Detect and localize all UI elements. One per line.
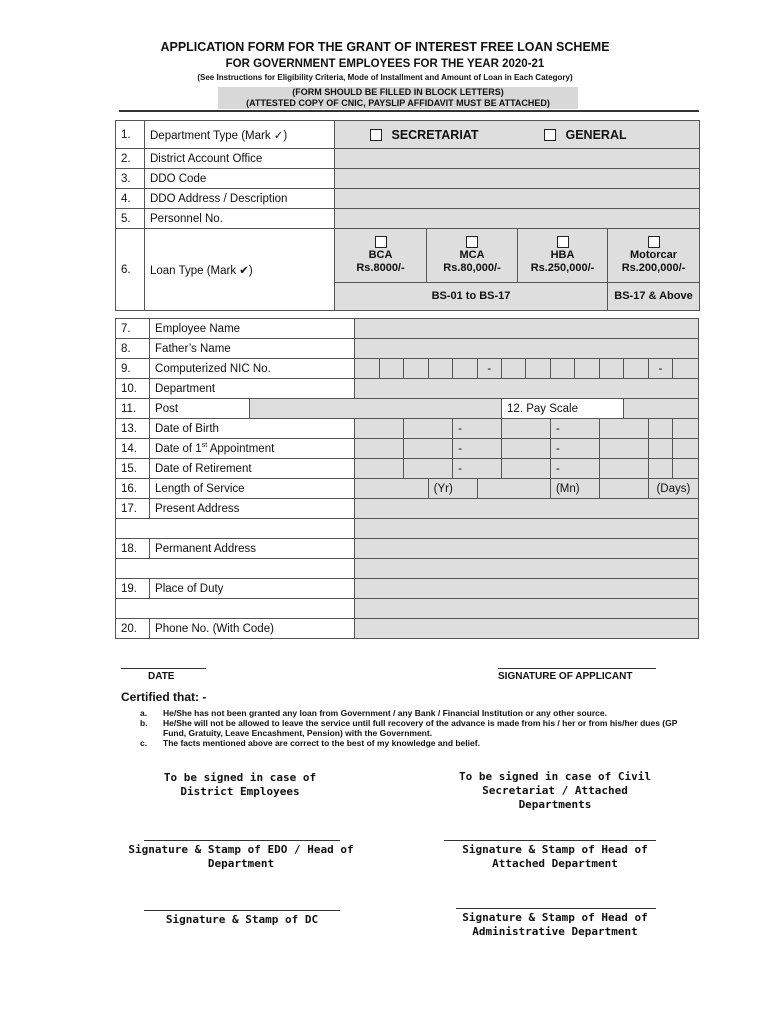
general-checkbox[interactable] [544, 129, 556, 141]
cnic-label: Computerized NIC No. [150, 359, 355, 379]
cnic-separator: - [648, 359, 672, 379]
dob-year[interactable] [599, 419, 648, 439]
place-of-duty-field[interactable] [355, 579, 699, 599]
district-account-office-field[interactable] [335, 149, 700, 169]
retirement-year[interactable] [673, 459, 699, 479]
applicant-signature-label: SIGNATURE OF APPLICANT [498, 671, 633, 682]
row-number: 8. [116, 339, 150, 359]
scale-bs01-bs17: BS-01 to BS-17 [335, 283, 608, 311]
row-number: 11. [116, 399, 150, 419]
fathers-name-label: Father’s Name [150, 339, 355, 359]
date-of-birth-label: Date of Birth [150, 419, 355, 439]
row-number: 7. [116, 319, 150, 339]
form-subtitle: FOR GOVERNMENT EMPLOYEES FOR THE YEAR 2020-21 [225, 58, 545, 70]
attachment-note: (ATTESTED COPY OF CNIC, PAYSLIP AFFIDAVIT MUST BE ATTACHED) [218, 98, 578, 109]
block-letters-note: (FORM SHOULD BE FILLED IN BLOCK LETTERS) [218, 87, 578, 98]
row-number: 20. [116, 619, 150, 639]
first-appointment-label: Date of 1st Appointment [150, 439, 355, 459]
attached-signature-line[interactable] [444, 840, 656, 841]
certified-title: Certified that: - [121, 690, 207, 704]
row-number: 3. [116, 169, 145, 189]
employee-section [115, 318, 699, 639]
certified-item: a. He/She has not been granted any loan from Government / any Bank / Financial Institution or any other source. [140, 708, 607, 718]
motorcar-name: Motorcar [629, 249, 678, 261]
length-of-service-label: Length of Service [150, 479, 355, 499]
phone-field[interactable] [355, 619, 699, 639]
employee-name-label: Employee Name [150, 319, 355, 339]
dc-signature-line[interactable] [144, 910, 340, 911]
mca-checkbox[interactable] [466, 236, 478, 248]
dob-separator: - [453, 419, 502, 439]
loan-type-hba[interactable] [518, 229, 608, 283]
mca-amount: Rs.80,000/- [443, 262, 501, 274]
appointment-day[interactable] [355, 439, 404, 459]
row-number: 17. [116, 499, 150, 519]
place-of-duty-label: Place of Duty [150, 579, 355, 599]
row-number: 5. [116, 209, 145, 229]
appointment-year[interactable] [648, 439, 672, 459]
personnel-no-field[interactable] [335, 209, 700, 229]
employee-name-field[interactable] [355, 319, 699, 339]
service-years-field[interactable] [355, 479, 428, 499]
appointment-month[interactable] [502, 439, 551, 459]
department-field[interactable] [355, 379, 699, 399]
permanent-address-label: Permanent Address [150, 539, 355, 559]
appointment-separator: - [453, 439, 502, 459]
cnic-digit[interactable] [526, 359, 550, 379]
secretariat-label: SECRETARIAT [391, 127, 479, 142]
date-label: DATE [148, 671, 175, 682]
present-address-field-2[interactable] [355, 519, 699, 539]
general-label: GENERAL [565, 127, 627, 142]
date-line[interactable] [121, 668, 206, 669]
loan-type-bca[interactable] [335, 229, 427, 283]
hba-checkbox[interactable] [557, 236, 569, 248]
row-number: 4. [116, 189, 145, 209]
row-number: 1. [116, 121, 145, 149]
permanent-address-field-2[interactable] [355, 559, 699, 579]
appointment-separator: - [550, 439, 599, 459]
cnic-digit[interactable] [502, 359, 526, 379]
bca-amount: Rs.8000/- [356, 262, 405, 274]
form-title: APPLICATION FORM FOR THE GRANT OF INTEREST FREE LOAN SCHEME [160, 40, 610, 54]
cnic-digit[interactable] [599, 359, 623, 379]
edo-signature-line[interactable] [144, 840, 340, 841]
permanent-address-field[interactable] [355, 539, 699, 559]
service-days-field[interactable] [599, 479, 648, 499]
motorcar-checkbox[interactable] [648, 236, 660, 248]
phone-label: Phone No. (With Code) [150, 619, 355, 639]
retirement-day[interactable] [355, 459, 404, 479]
row-number: 18. [116, 539, 150, 559]
place-of-duty-continuation [116, 599, 355, 619]
loan-type-mca[interactable] [427, 229, 518, 283]
pay-scale-label: 12. Pay Scale [502, 399, 624, 419]
certified-list [140, 708, 680, 748]
present-address-continuation [116, 519, 355, 539]
row-number: 13. [116, 419, 150, 439]
personnel-no-label: Personnel No. [145, 209, 335, 229]
post-label: Post [150, 399, 250, 419]
row-number: 9. [116, 359, 150, 379]
appointment-year[interactable] [599, 439, 648, 459]
date-of-retirement-label: Date of Retirement [150, 459, 355, 479]
row-number: 2. [116, 149, 145, 169]
service-days-unit: (Days) [648, 479, 698, 499]
retirement-year[interactable] [599, 459, 648, 479]
attached-signature-label: Signature & Stamp of Head of Attached Department [462, 843, 648, 870]
ddo-address-field[interactable] [335, 189, 700, 209]
department-section [115, 120, 700, 311]
row-number: 16. [116, 479, 150, 499]
dob-separator: - [550, 419, 599, 439]
present-address-field[interactable] [355, 499, 699, 519]
cnic-digit[interactable] [379, 359, 403, 379]
hba-name: HBA [550, 249, 575, 261]
retirement-day[interactable] [404, 459, 453, 479]
cnic-digit[interactable] [575, 359, 599, 379]
service-months-field[interactable] [477, 479, 550, 499]
post-field[interactable] [250, 399, 502, 419]
cnic-digit[interactable] [355, 359, 379, 379]
row-number: 15. [116, 459, 150, 479]
certified-item: c. The facts mentioned above are correct to the best of my knowledge and belief. [140, 738, 480, 748]
mca-name: MCA [459, 249, 485, 261]
ddo-code-label: DDO Code [145, 169, 335, 189]
ddo-address-label: DDO Address / Description [145, 189, 335, 209]
department-type-label: Department Type (Mark ✓) [145, 121, 335, 149]
district-signoff-heading: To be signed in case of District Employees [163, 771, 317, 798]
service-months-unit: (Mn) [550, 479, 599, 499]
cnic-digit[interactable] [624, 359, 648, 379]
cnic-digit[interactable] [453, 359, 477, 379]
secretariat-checkbox[interactable] [370, 129, 382, 141]
permanent-address-continuation [116, 559, 355, 579]
retirement-year[interactable] [648, 459, 672, 479]
present-address-label: Present Address [150, 499, 355, 519]
retirement-separator: - [453, 459, 502, 479]
edo-signature-label: Signature & Stamp of EDO / Head of Department [128, 843, 354, 870]
civil-signoff-heading: To be signed in case of Civil Secretariat / Attached Departments [458, 770, 652, 811]
dob-month[interactable] [502, 419, 551, 439]
cnic-separator: - [477, 359, 501, 379]
bca-checkbox[interactable] [375, 236, 387, 248]
retirement-month[interactable] [502, 459, 551, 479]
admin-signature-line[interactable] [456, 908, 656, 909]
dob-day[interactable] [404, 419, 453, 439]
cnic-digit[interactable] [428, 359, 452, 379]
ddo-code-field[interactable] [335, 169, 700, 189]
place-of-duty-field-2[interactable] [355, 599, 699, 619]
admin-signature-label: Signature & Stamp of Head of Administrative Department [462, 911, 648, 938]
scale-bs17-above: BS-17 & Above [608, 283, 700, 311]
bca-name: BCA [368, 249, 393, 261]
cnic-digit[interactable] [673, 359, 699, 379]
loan-type-motorcar[interactable] [608, 229, 700, 283]
hba-amount: Rs.250,000/- [530, 262, 595, 274]
retirement-separator: - [550, 459, 599, 479]
pay-scale-field[interactable] [624, 399, 699, 419]
row-number: 14. [116, 439, 150, 459]
loan-type-label: Loan Type (Mark ✔) [145, 229, 335, 311]
fathers-name-field[interactable] [355, 339, 699, 359]
department-type-options [335, 121, 700, 149]
dc-signature-label: Signature & Stamp of DC [165, 913, 319, 926]
cnic-digit[interactable] [404, 359, 428, 379]
row-number: 6. [116, 229, 145, 311]
department-label: Department [150, 379, 355, 399]
dob-year[interactable] [673, 419, 699, 439]
header-divider [119, 110, 699, 112]
row-number: 19. [116, 579, 150, 599]
dob-day[interactable] [355, 419, 404, 439]
motorcar-amount: Rs.200,000/- [621, 262, 686, 274]
appointment-day[interactable] [404, 439, 453, 459]
applicant-signature-line[interactable] [498, 668, 656, 669]
cnic-digit[interactable] [550, 359, 574, 379]
form-instructions: (See Instructions for Eligibility Criteria, Mode of Installment and Amount of Loan in Each Category) [197, 73, 573, 82]
district-account-office-label: District Account Office [145, 149, 335, 169]
dob-year[interactable] [648, 419, 672, 439]
service-years-unit: (Yr) [428, 479, 477, 499]
appointment-year[interactable] [673, 439, 699, 459]
certified-item: b. He/She will not be allowed to leave the service until full recovery of the advance is made from his / her or from his/her dues (GP Fund, Gratuity, Leave Encashment, Pension) with the Government. [140, 718, 678, 738]
row-number: 10. [116, 379, 150, 399]
